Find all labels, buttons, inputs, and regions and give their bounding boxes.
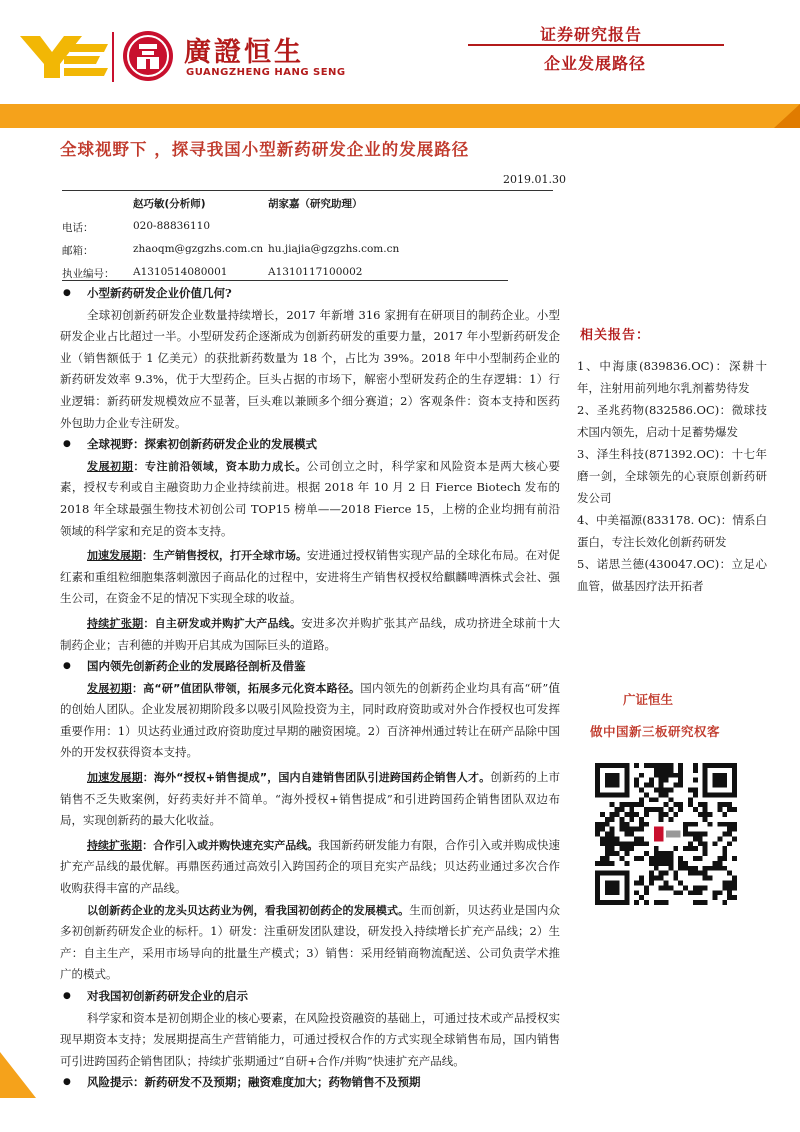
- guangzheng-ye-logo-icon: [20, 30, 110, 82]
- stage-text: 安进多次并购扩张其产品线，成功挤进全球前十大制药企业；吉利德的并购开启其成为国际巨头的道路。: [60, 615, 561, 652]
- related-report-item[interactable]: 1、中海康(839836.OC)：深耕十年，注射用前列地尔乳剂蓄势待发: [577, 359, 767, 395]
- logo-divider: [112, 32, 114, 82]
- stage-summary: ：专注前沿领域，资本助力成长。: [133, 459, 307, 473]
- stage-label: 持续扩张期: [87, 616, 144, 630]
- stage-summary: ：合作引入或并购快速充实产品线。: [142, 838, 319, 852]
- stage-label: 加速发展期: [87, 771, 143, 785]
- related-report-item[interactable]: 3、泽生科技(871392.OC)：十七年磨一剑，全球领先的心衰原创新药研发公司: [577, 447, 767, 505]
- license-label: 执业编号：: [62, 268, 115, 280]
- header-band-corner: [760, 104, 800, 128]
- promo-brand: 广证恒生: [623, 692, 674, 707]
- stage-label: 持续扩张期: [87, 838, 143, 852]
- section-heading: ● 对我国初创新药研发企业的启示: [60, 986, 560, 1008]
- author2-license: A1310117100002: [268, 266, 363, 278]
- summary-body: [60, 283, 560, 1094]
- section-heading: ● 国内领先创新药企业的发展路径剖析及借鉴: [60, 656, 560, 678]
- report-date: 2019.01.30: [503, 173, 566, 186]
- promo-slogan: 做中国新三板研究权客: [590, 724, 721, 739]
- author1-email[interactable]: zhaoqm@gzgzhs.com.cn: [133, 243, 264, 255]
- stage-summary: ：自主研发或并购扩大产品线。: [143, 616, 302, 630]
- stage-text: 公司创立之时，科学家和风险资本是两大核心要素，授权专利或自主融资助力企业持续前进。根据 2018 年 10 月 2 日 Fierce Biotech 发布的 2018 年全球最强生物技术初创公司 TOP15 榜单——2018 Fierce 15，上榜的企业均拥有前沿领域的科学家和充足的资本支持。: [60, 458, 561, 538]
- related-report-item[interactable]: 5、诺思兰德(430047.OC)：立足心血管，做基因疗法开拓者: [577, 557, 767, 593]
- paragraph: [60, 613, 560, 656]
- stage-label: 发展初期: [87, 459, 134, 473]
- stage-label: 加速发展期: [87, 549, 142, 563]
- author1-phone: 020-88836110: [133, 220, 211, 232]
- related-reports-list: [577, 356, 767, 599]
- stage-label: 发展初期: [87, 681, 132, 695]
- hang-seng-seal-icon: [122, 30, 174, 82]
- stage-text: 安进通过授权销售实现产品的全球化布局。在对促红素和重组粒细胞集落刺激因子商品化的过程中，安进将生产销售权授权给麒麟啤酒株式会社、强生公司，在资金不足的情况下实现全球的收益。: [60, 548, 560, 606]
- case-text: 生而创新，贝达药业是国内众多初创新药研发企业的标杆。1）研发：注重研发团队建设，研发投入持续增长扩充产品线；2）生产：自主生产，采用市场导向的批量生产模式；3）销售：采用经销商物流配送、公司负责学术推广的模式。: [60, 902, 561, 982]
- risk-warning: ● 风险提示：新药研发不及预期；融资难度加大；药物销售不及预期: [60, 1072, 560, 1094]
- section-heading: ● 全球视野：探索初创新药研发企业的发展模式: [60, 434, 560, 456]
- page-corner-decoration: [0, 1052, 40, 1098]
- author-bottom-rule: [62, 280, 508, 281]
- header-orange-band: [0, 104, 800, 128]
- paragraph: [60, 900, 560, 986]
- paragraph: [60, 767, 560, 832]
- stage-text: 创新药的上市销售不乏失败案例，好药卖好并不简单。“海外授权+销售提成”和引进跨国药企销售团队双边布局，实现创新药的最大化收益。: [60, 770, 561, 828]
- stage-summary: ：高“研”值团队带领，拓展多元化资本路径。: [131, 681, 361, 695]
- brand-name-en: GUANGZHENG HANG SENG: [186, 67, 346, 78]
- author2-name: 胡家嘉（研究助理）: [268, 198, 363, 210]
- wechat-qr-code-icon[interactable]: [595, 763, 737, 905]
- related-report-item[interactable]: 2、圣兆药物(832586.OC)：微球技术国内领先，启动十足蓄势爆发: [577, 403, 767, 439]
- stage-text: 我国新药研发能力有限，合作引入或并购成快速扩充产品线的最优解。再鼎医药通过高效引入跨国药企的项目充实产品线；贝达药业通过多次合作收购获得丰富的产品线。: [60, 837, 561, 896]
- paragraph: 科学家和资本是初创期企业的核心要素，在风险投资融资的基础上，可通过技术或产品授权实现早期资本支持；发展期提高生产营销能力，可通过授权合作的方式实现全球销售布局，国内销售可引进跨国药企销售团队；持续扩张期通过“自研+合作/并购”快速扩充产品线。: [60, 1010, 560, 1068]
- author2-email[interactable]: hu.jiajia@gzgzhs.com.cn: [268, 243, 400, 255]
- stage-text: 国内领先的创新药企业均具有高“研”值的创始人团队。企业发展初期阶段多以吸引风险投资为主，同时政府资助或对外合作授权也可发挥重要作用：1）贝达药业通过政府资助度过早期的融资困境。2）百济神州通过转让在研产品除中国外的开发权获得资本支持。: [60, 680, 560, 760]
- report-type: 证券研究报告: [540, 25, 643, 44]
- paragraph: [60, 678, 560, 764]
- related-reports-title: 相关报告：: [580, 328, 651, 343]
- paragraph: [60, 835, 560, 900]
- author-top-rule: [62, 190, 553, 191]
- author1-name: 赵巧敏(分析师): [133, 198, 206, 210]
- case-summary: 以创新药企业的龙头贝达药业为例，看我国初创药企的发展模式。: [87, 903, 410, 917]
- report-topic: 企业发展路径: [544, 54, 647, 73]
- email-label: 邮箱：: [62, 245, 94, 257]
- brand-name-cn: 廣證恒生: [184, 37, 304, 68]
- stage-summary: ：海外“授权+销售提成”，国内自建销售团队引进跨国药企销售人才。: [142, 771, 491, 785]
- report-title: 全球视野下 ，探寻我国小型新药研发企业的发展路径: [60, 140, 470, 159]
- paragraph: 全球初创新药研发企业数量持续增长，2017 年新增 316 家拥有在研项目的制药企业。小型研发企业占比超过一半。小型研发药企逐渐成为创新药研发的重要力量，2017 年小型新药研发企业（销售额低于 1 亿美元）的获批新药数量为 18 个，占比为 39%。2018 年中小型制药企业的新药研发效率 9.3%，优于大型药企。巨头占据的市场下，解密小型研发药企的生存逻辑：1）行业逻辑：新药研发规模效应不显著，巨头难以兼顾多个细分赛道；2）客观条件：资本支持和医药外包助力企业专注研发。: [60, 307, 560, 430]
- paragraph: [60, 456, 560, 542]
- header-rule: [468, 44, 724, 46]
- phone-label: 电话：: [62, 222, 94, 234]
- related-report-item[interactable]: 4、中美福源(833178. OC)：情系白蛋白，专注长效化创新药研发: [577, 513, 767, 549]
- stage-summary: ：生产销售授权，打开全球市场。: [142, 549, 307, 563]
- paragraph: [60, 545, 560, 610]
- section-heading: ● 小型新药研发企业价值几何?: [60, 283, 560, 305]
- author1-license: A1310514080001: [133, 266, 228, 278]
